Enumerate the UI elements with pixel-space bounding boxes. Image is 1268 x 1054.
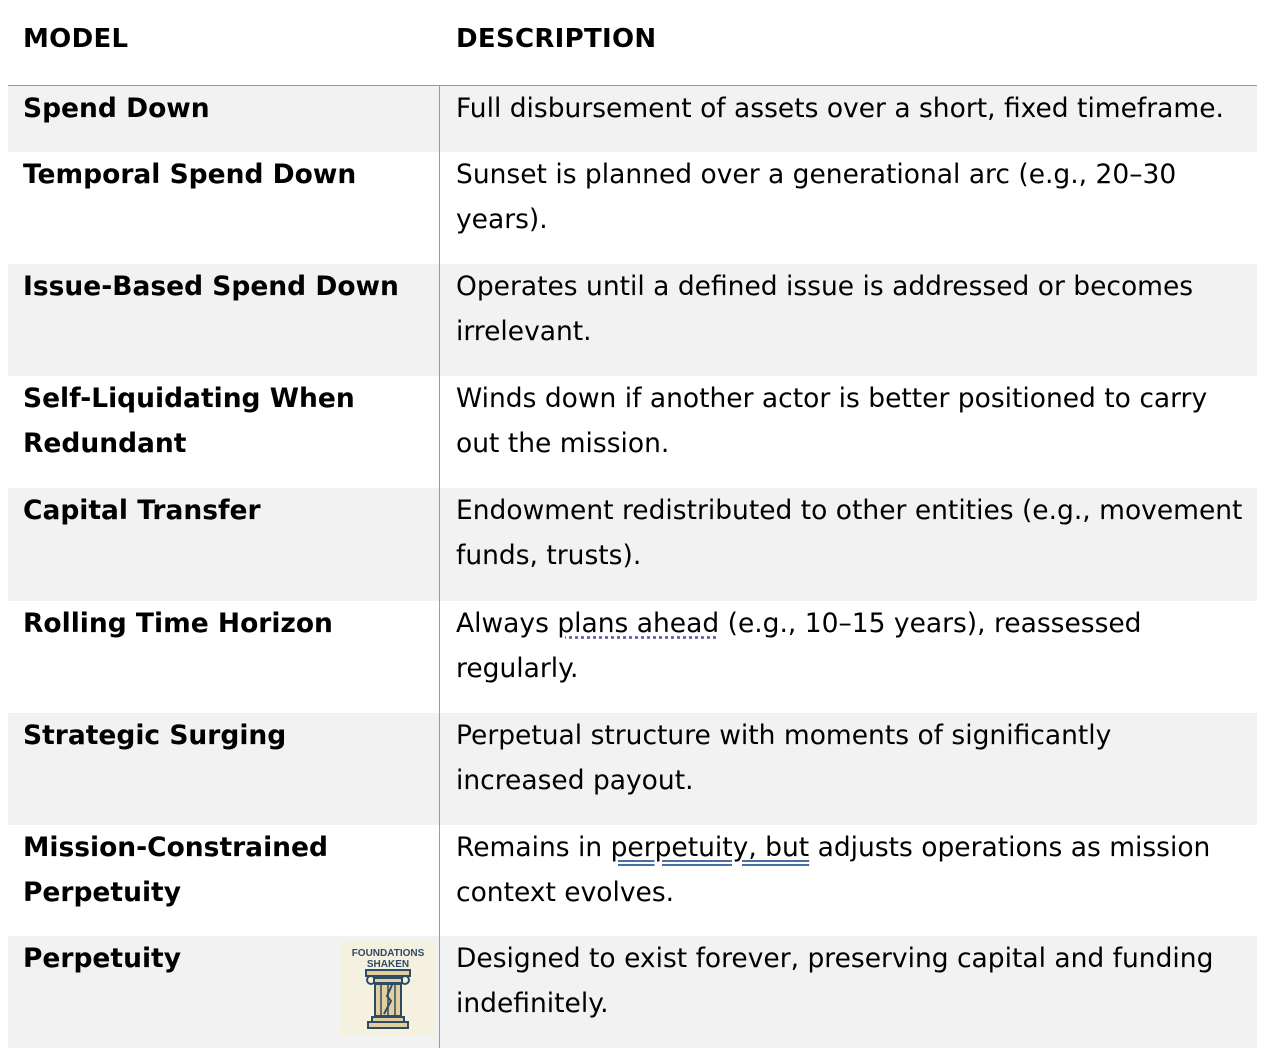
table-row: [8, 488, 1257, 601]
model-cell: [8, 713, 440, 825]
description-text: Always: [456, 608, 558, 639]
table-row: [8, 152, 1257, 264]
model-name: Strategic Surging: [23, 720, 287, 751]
description-cell: [440, 152, 1257, 264]
model-cell: [8, 488, 440, 601]
table-row: [8, 713, 1257, 825]
proofing-underline[interactable]: perpetuity, but: [610, 832, 810, 863]
model-description: [456, 601, 1247, 691]
table-header: [8, 0, 1257, 86]
header-description: DESCRIPTION: [456, 24, 657, 54]
description-cell: [440, 264, 1257, 376]
description-text: adjusts operations as mission context evolves.: [456, 832, 1211, 908]
model-name: Perpetuity: [23, 943, 181, 974]
model-description: Sunset is planned over a generational arc (e.g., 20–30 years).: [456, 159, 1177, 235]
table-row: [8, 601, 1257, 713]
description-cell: [440, 376, 1257, 488]
model-description: Endowment redistributed to other entities (e.g., movement funds, trusts).: [456, 495, 1243, 571]
model-description: Operates until a defined issue is addressed or becomes irrelevant.: [456, 271, 1194, 347]
table-row: [8, 264, 1257, 376]
proofing-underline[interactable]: plans ahead: [557, 608, 720, 639]
model-name: Issue-Based Spend Down: [23, 271, 399, 302]
description-text: (e.g., 10–15 years), reassessed regularly.: [456, 608, 1142, 684]
cracked-column-icon: [362, 968, 414, 1030]
model-name: Temporal Spend Down: [23, 159, 357, 190]
model-name: Spend Down: [23, 93, 210, 124]
model-description: Perpetual structure with moments of significantly increased payout.: [456, 720, 1112, 796]
model-name: Rolling Time Horizon: [23, 608, 333, 639]
description-cell: [440, 601, 1257, 713]
description-cell: [440, 86, 1257, 152]
description-cell: [440, 936, 1257, 1048]
model-cell: [8, 86, 440, 152]
model-cell: [8, 601, 440, 713]
table-row: [8, 825, 1257, 936]
description-text: Remains in: [456, 832, 611, 863]
model-name: Capital Transfer: [23, 495, 261, 526]
table-row: [8, 86, 1257, 152]
model-cell: [8, 264, 440, 376]
table-body: [8, 86, 1257, 1048]
header-model: MODEL: [23, 24, 129, 54]
model-description: Designed to exist forever, preserving capital and funding indefinitely.: [456, 943, 1214, 1019]
model-name: Self-Liquidating When Redundant: [23, 383, 355, 459]
models-table: [8, 0, 1257, 1048]
table-row: [8, 376, 1257, 488]
model-cell: [8, 376, 440, 488]
logo-text-line1: FOUNDATIONS: [351, 948, 425, 959]
foundations-shaken-logo: [340, 942, 436, 1036]
model-cell: [8, 152, 440, 264]
model-description: Winds down if another actor is better positioned to carry out the mission.: [456, 383, 1208, 459]
description-cell: [440, 488, 1257, 601]
model-description: [456, 825, 1247, 915]
model-cell: [8, 825, 440, 936]
model-name: Mission-Constrained Perpetuity: [23, 832, 328, 908]
model-cell: [8, 936, 440, 1048]
description-cell: [440, 825, 1257, 936]
logo-text-line2: SHAKEN: [366, 959, 410, 970]
model-description: Full disbursement of assets over a short, fixed timeframe.: [456, 93, 1224, 124]
table-row: [8, 936, 1257, 1048]
description-cell: [440, 713, 1257, 825]
